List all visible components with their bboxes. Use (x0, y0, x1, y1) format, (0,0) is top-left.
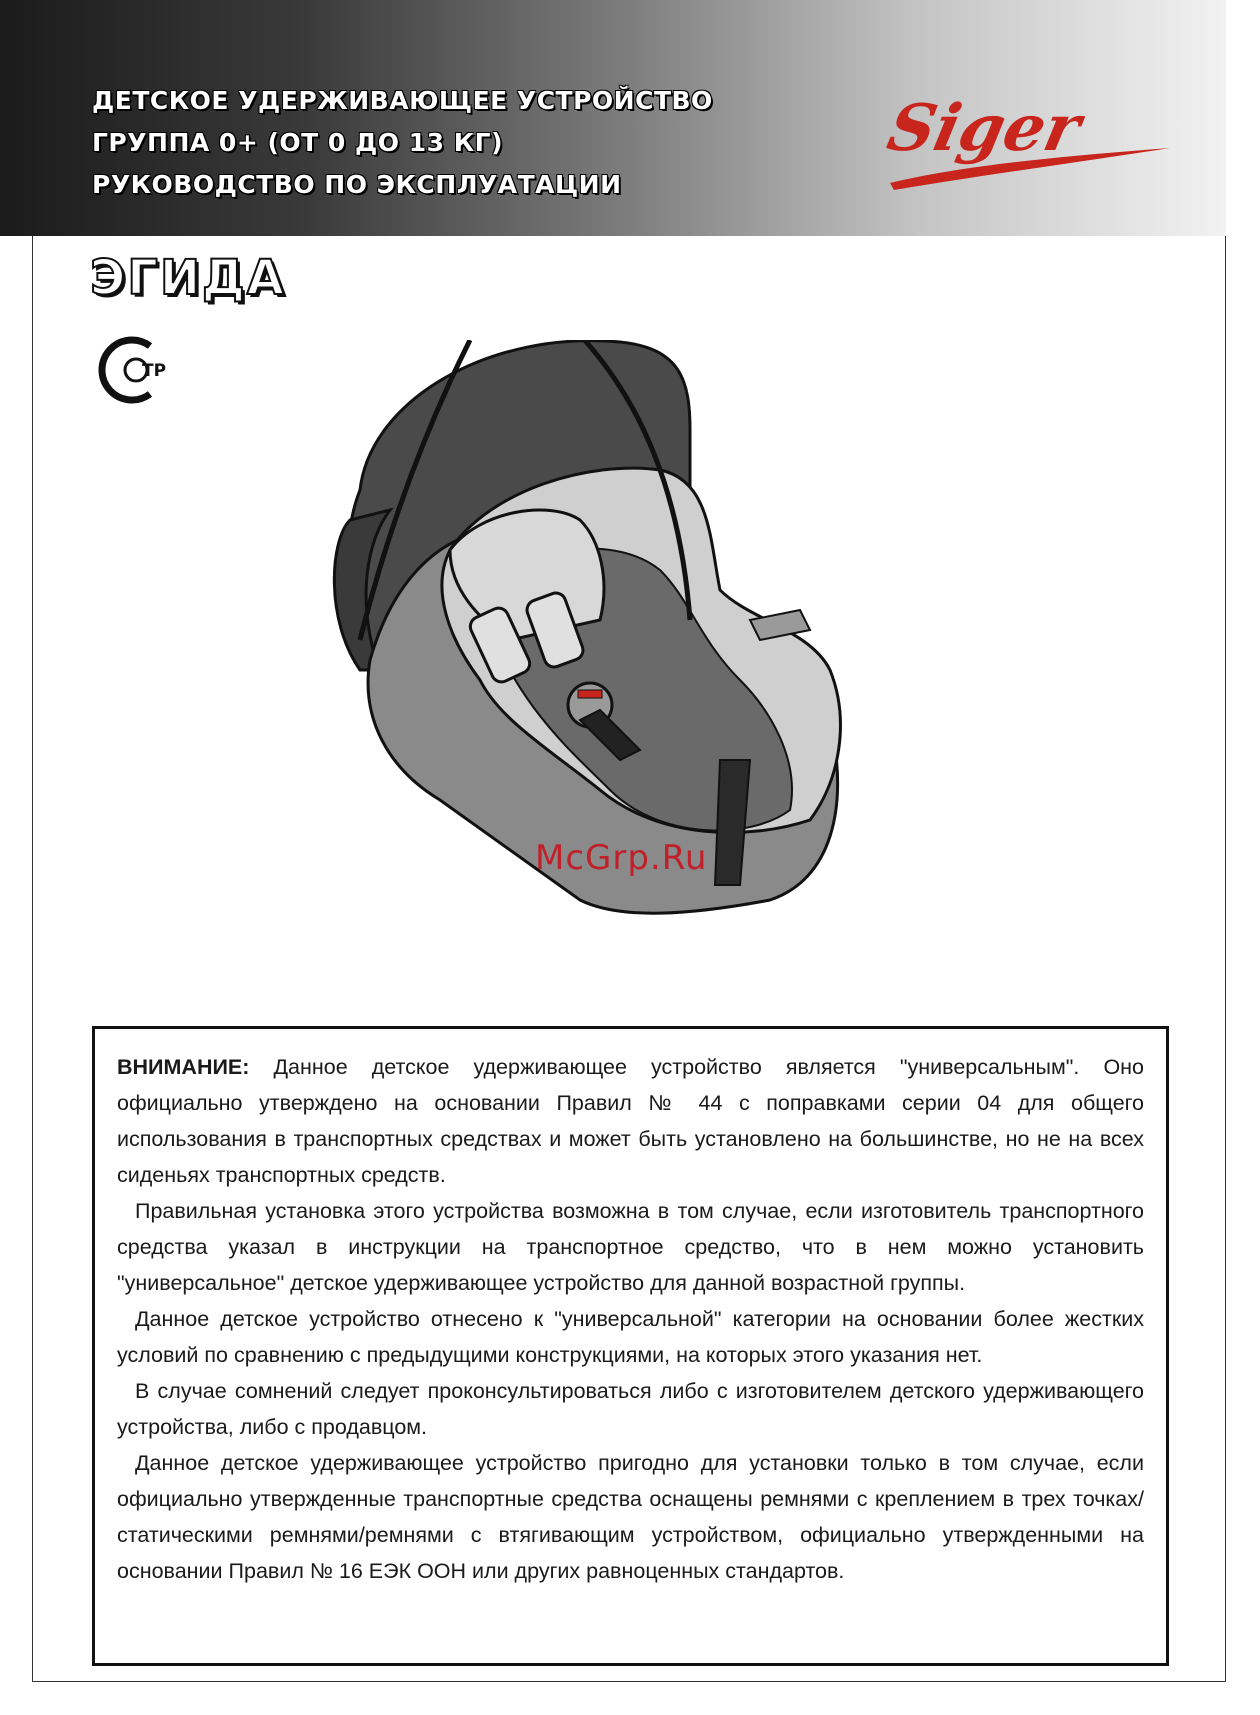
notice-paragraph-5: Данное детское удерживающее устройство пригодно для установки только в том случае, если официально утвержденные транспортные средства оснащены ремнями с креплением в трех точках/статическими ремнями/ремнями с втягивающим устройством, официально утвержденными на основании Правил № 16 ЕЭК ООН или других равноценных стандартов. (117, 1451, 1144, 1583)
notice-lead: ВНИМАНИЕ: (117, 1055, 250, 1079)
notice-p1-text: Данное детское удерживающее устройство является "универсальным". Оно официально утверждено на основании Правил № 44 с поправками серии 04 для общего использования в транспортных средствах и может быть установлено на большинстве, но не на всех сиденьях транспортных средств. (117, 1055, 1144, 1187)
document-title (92, 80, 792, 206)
certification-mark-icon (88, 334, 174, 406)
notice-paragraph-3: Данное детское устройство отнесено к "универсальной" категории на основании более жестких условий по сравнению с предыдущими конструкциями, на которых этого указания нет. (117, 1307, 1144, 1367)
logo-wordmark: Siger (881, 90, 1087, 166)
warning-notice (92, 1026, 1169, 1666)
cert-mark-text: ТР (142, 361, 167, 381)
product-name: ЭГИДА (90, 250, 286, 306)
title-line-3: РУКОВОДСТВО ПО ЭКСПЛУАТАЦИИ (92, 170, 622, 199)
notice-paragraph-4: В случае сомнений следует проконсультироваться либо с изготовителем детского удерживающего устройства, либо с продавцом. (117, 1379, 1144, 1439)
notice-paragraph-2: Правильная установка этого устройства возможна в том случае, если изготовитель транспортного средства указал в инструкции на транспортное средство, что в нем можно установить "универсальное" детское удерживающее устройство для данной возрастной группы. (117, 1199, 1144, 1295)
watermark: McGrp.Ru (535, 838, 708, 878)
notice-paragraph-1 (117, 1049, 1144, 1193)
title-line-1: ДЕТСКОЕ УДЕРЖИВАЮЩЕЕ УСТРОЙСТВО (92, 86, 713, 115)
siger-logo (880, 78, 1180, 208)
car-seat-illustration (330, 340, 920, 990)
title-line-2: ГРУППА 0+ (ОТ 0 ДО 13 КГ) (92, 128, 504, 157)
